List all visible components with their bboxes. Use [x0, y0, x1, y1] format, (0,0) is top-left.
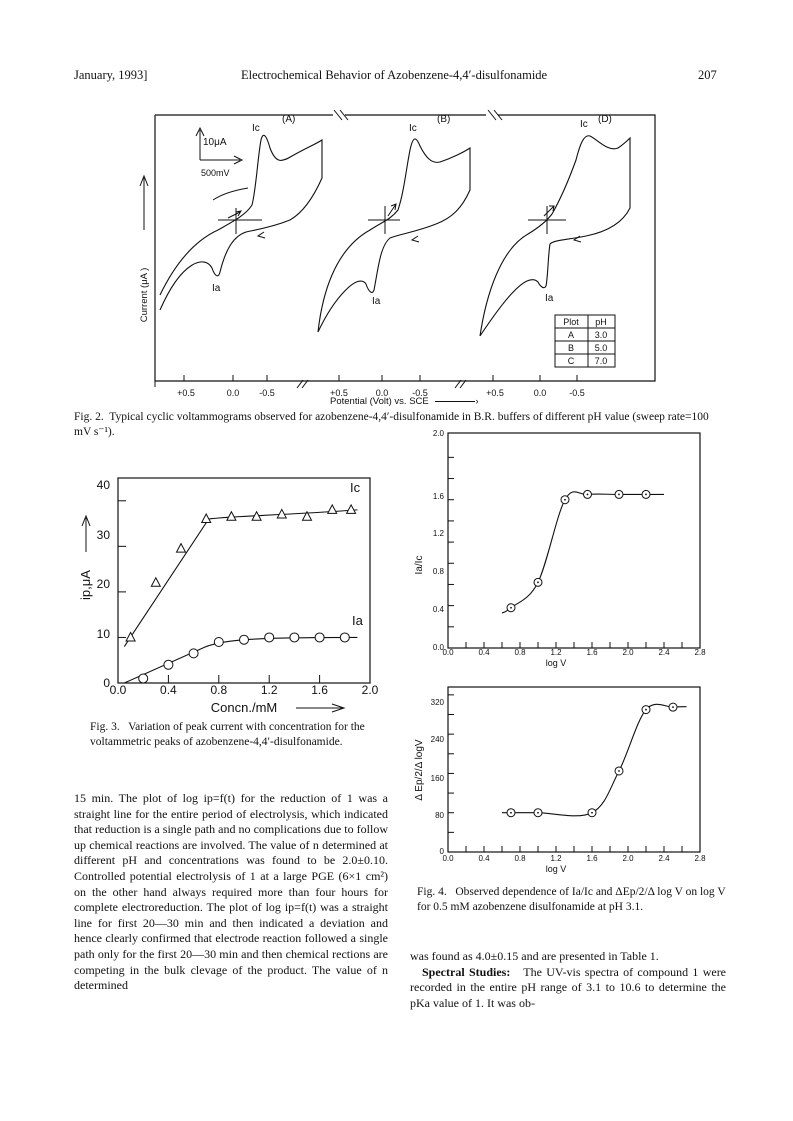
tick-label: 1.6 [432, 492, 444, 501]
ia-d: Ia [545, 293, 554, 304]
tick-label: 0 [439, 847, 444, 856]
label-b: (B) [437, 114, 451, 125]
tick-label: 2.0 [622, 854, 634, 863]
tick-label: 0.8 [514, 648, 526, 657]
ic-point [227, 512, 236, 521]
tick-label: 0.4 [432, 605, 444, 614]
header-date: January, 1993] [74, 68, 148, 82]
label-d: (D) [598, 114, 612, 125]
fig3-ylabel: ip,μA [78, 570, 93, 600]
tick-label: 0.0 [442, 648, 454, 657]
data-point-dot [672, 706, 674, 708]
ia-point [214, 638, 223, 647]
tick-label: 30 [96, 528, 110, 542]
ic-b: Ic [409, 123, 417, 134]
tick-label: 0.4 [160, 683, 177, 697]
ia-point [240, 635, 249, 644]
ic-point [328, 505, 337, 514]
ic-point [177, 544, 186, 553]
fig4-bottom-xticks [442, 854, 706, 863]
data-point-dot [537, 581, 539, 583]
tick-label: 10 [96, 627, 110, 641]
fig2-xlabel: Potential (Volt) vs. SCE › [330, 396, 479, 407]
fig4-top-ylabel: Ia/Ic [414, 555, 425, 575]
tick-label: +0.5 [486, 388, 504, 398]
ic-a: Ic [252, 123, 260, 134]
body-right-paragraph-2: The UV-vis spectra of compound 1 were recorded in the entire pH range of 3.1 to 10.6 to determine the pKa value of 1. It was ob- [410, 964, 727, 1010]
label-a: (A) [282, 114, 296, 125]
table-header-ph: pH [595, 317, 607, 327]
scale-current: 10μA [203, 137, 227, 148]
tick-label: 2.8 [694, 854, 706, 863]
ia-point [265, 633, 274, 642]
ia-point [164, 660, 173, 669]
tick-label: 0.8 [514, 854, 526, 863]
fig4-caption [417, 885, 727, 915]
tick-label: 0.8 [210, 683, 228, 697]
header-title: Electrochemical Behavior of Azobenzene-4,4′-disulfonamide [241, 68, 548, 82]
tick-label: -0.5 [259, 388, 275, 398]
tick-label: 0.0 [432, 643, 444, 652]
fig4-top-yticks [433, 429, 445, 652]
tick-label: 0 [103, 676, 110, 690]
ia-point [139, 674, 148, 683]
data-point-dot [645, 709, 647, 711]
fig3-caption [90, 720, 380, 750]
data-point-dot [564, 499, 566, 501]
ic-d: Ic [580, 119, 588, 130]
tick-label: 0.4 [478, 854, 490, 863]
fig4-chart [400, 425, 720, 875]
tick-label: 1.6 [311, 683, 328, 697]
tick-label: 160 [430, 774, 444, 783]
data-point-dot [537, 812, 539, 814]
ia-point [315, 633, 324, 642]
header-page: 207 [698, 68, 717, 82]
fig3-caption-text: Variation of peak current with concentration for the voltammetric peaks of azobenzene-4,4′-disulfonamide. [90, 721, 365, 748]
fig4-top-xticks [442, 648, 706, 657]
fig3-ic-label: Ic [350, 480, 361, 495]
tick-label: 0.0 [533, 388, 547, 398]
voltammogram-d [480, 114, 630, 336]
fig4-bottom-ylabel: Δ Ep/2/Δ logV [414, 739, 425, 801]
body-left-paragraph: 15 min. The plot of log ip=f(t) for the reduction of 1 was a straight line for the entire period of electrolysis, which indicated that reduction is a single path and no complications due to follow up chemical reactions are involved. The value of n determined at different pH and concentrations was found to be 2.0±0.10. Controlled potential electrolysis of 1 at a large PGE (6×1 cm²) on the other hand always required more than four hours for complete electroreduction. The plot of log ip=f(t) was a straight line for first 20—30 min and then indicated a deviation and hence clearly confirmed that electrode reaction followed a single path only for the first 20—30 min and then chemical rections are competing in the bulk clevage of the product. The value of n determined [74, 791, 388, 993]
ic-point [347, 505, 356, 514]
tick-label: 1.6 [586, 854, 598, 863]
fig3-ia-label: Ia [352, 613, 363, 628]
tick-label: 1.2 [260, 683, 278, 697]
data-point-dot [510, 607, 512, 609]
table-cell: C [567, 356, 575, 366]
body-left-column [74, 791, 388, 994]
tick-label: -0.5 [412, 388, 428, 398]
tick-label: 80 [435, 811, 444, 820]
tick-label: 320 [430, 698, 444, 707]
tick-label: 1.6 [586, 648, 598, 657]
tick-label: 1.2 [550, 648, 562, 657]
tick-label: 2.4 [658, 648, 670, 657]
fig2-voltammograms [0, 100, 793, 400]
tick-label: +0.5 [177, 388, 195, 398]
ia-a: Ia [212, 283, 221, 294]
tick-label: 2.8 [694, 648, 706, 657]
data-point-dot [645, 494, 647, 496]
fig2-ylabel: Current (μA ) [139, 267, 150, 323]
tick-label: 2.0 [432, 429, 444, 438]
tick-label: 1.2 [432, 529, 444, 538]
tick-label: 2.4 [658, 854, 670, 863]
section-heading: Spectral Studies: [422, 964, 511, 979]
data-point-dot [591, 812, 593, 814]
ia-point [340, 633, 349, 642]
tick-label: 240 [430, 735, 444, 744]
tick-label: 40 [96, 478, 110, 492]
data-point-dot [618, 770, 620, 772]
fig3-yticks [97, 478, 111, 690]
ph-table [555, 315, 615, 367]
table-cell: A [567, 330, 575, 340]
tick-label: 0.4 [478, 648, 490, 657]
fig4-caption-num: Fig. 4. [417, 886, 447, 898]
table-cell: 5.0 [594, 343, 608, 353]
voltammogram-b [318, 114, 470, 332]
fig4-caption-text: Observed dependence of Ia/Ic and ΔEp/2/Δ log V on log V for 0.5 mM azobenzene disulfonamide at pH 3.1. [417, 886, 726, 913]
fig3-caption-num: Fig. 3. [90, 721, 120, 733]
data-point-dot [510, 812, 512, 814]
body-right-paragraph-1: was found as 4.0±0.15 and are presented in Table 1. [410, 949, 659, 963]
body-right-column [410, 949, 726, 1011]
scale-potential: 500mV [201, 168, 230, 178]
ic-point [151, 578, 160, 587]
ic-point [202, 514, 211, 523]
tick-label: 0.0 [442, 854, 454, 863]
tick-label: 2.0 [361, 683, 379, 697]
tick-label: 0.0 [226, 388, 240, 398]
fig3-xticks [110, 683, 379, 697]
tick-label: 0.0 [375, 388, 389, 398]
fig4-bottom-yticks [431, 698, 445, 856]
fig3-chart [70, 460, 390, 730]
voltammogram-a [160, 114, 322, 310]
tick-label: 20 [96, 577, 110, 591]
ic-point [126, 632, 135, 641]
fig4-bottom-xlabel: log V [545, 864, 567, 874]
data-point-dot [618, 494, 620, 496]
fig2-xlabel-text: Potential (Volt) vs. SCE [330, 396, 429, 407]
table-header-plot: Plot [563, 317, 579, 327]
fig4-top-xlabel: log V [545, 658, 567, 668]
tick-label: 2.0 [622, 648, 634, 657]
table-cell: B [567, 343, 575, 353]
fig2-caption-text: Typical cyclic voltammograms observed for azobenzene-4,4′-disulfonamide in B.R. buffers of different pH value (sweep rate=100 mV s⁻¹). [74, 411, 709, 438]
tick-label: +0.5 [330, 388, 348, 398]
data-point-dot [587, 494, 589, 496]
tick-label: 0.0 [109, 683, 127, 697]
table-cell: 7.0 [594, 356, 608, 366]
tick-label: -0.5 [569, 388, 585, 398]
ia-b: Ia [372, 296, 381, 307]
tick-label: 0.8 [432, 567, 444, 576]
tick-label: 1.2 [550, 854, 562, 863]
fig2-caption-num: Fig. 2. [74, 411, 104, 423]
ia-point [290, 633, 299, 642]
ic-point [277, 509, 286, 518]
fig3-xlabel: Concn./mM [210, 700, 278, 715]
ia-point [189, 649, 198, 658]
table-cell: 3.0 [594, 330, 608, 340]
